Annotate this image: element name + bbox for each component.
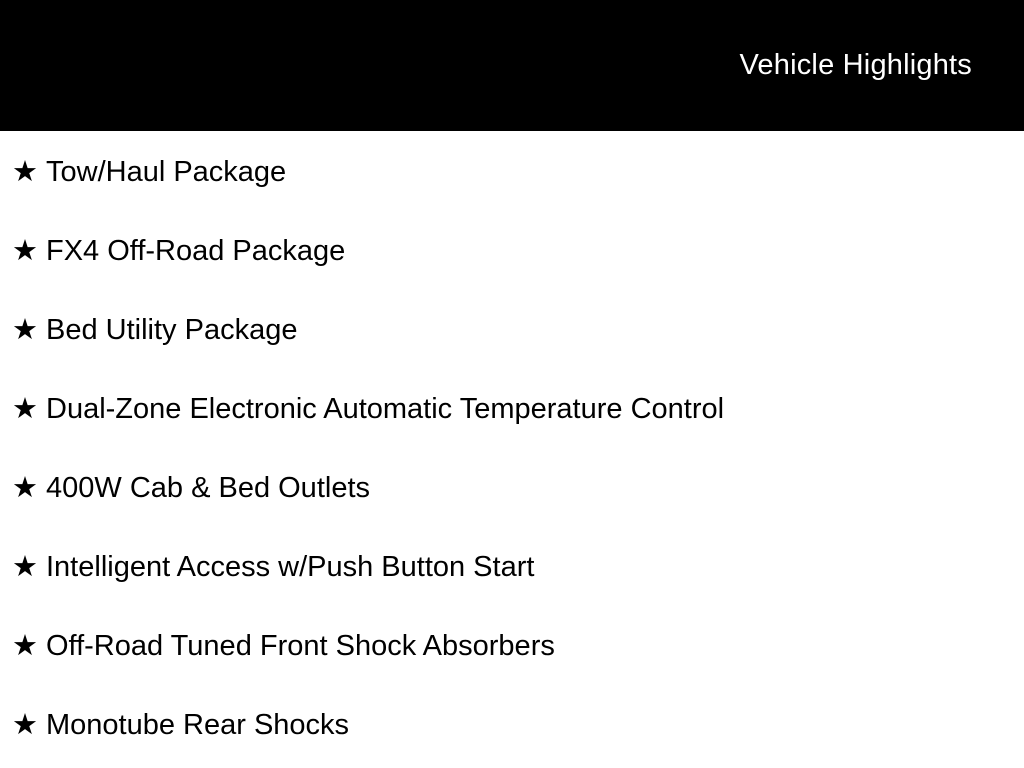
highlight-label: Intelligent Access w/Push Button Start — [46, 551, 535, 583]
list-item — [12, 291, 1024, 370]
highlight-label: Bed Utility Package — [46, 314, 298, 346]
page-title: Vehicle Highlights — [739, 49, 972, 81]
highlight-label: Off-Road Tuned Front Shock Absorbers — [46, 630, 555, 662]
star-bullet-icon: ★ — [12, 709, 38, 741]
star-bullet-icon: ★ — [12, 472, 38, 504]
star-bullet-icon: ★ — [12, 235, 38, 267]
star-bullet-icon: ★ — [12, 630, 38, 662]
list-item — [12, 212, 1024, 291]
star-bullet-icon: ★ — [12, 551, 38, 583]
highlight-label: 400W Cab & Bed Outlets — [46, 472, 370, 504]
list-item — [12, 607, 1024, 686]
highlight-label: Monotube Rear Shocks — [46, 709, 350, 741]
highlights-list — [0, 131, 1024, 765]
highlight-label: Dual-Zone Electronic Automatic Temperature Control — [46, 393, 725, 425]
list-item — [12, 133, 1024, 212]
list-item — [12, 449, 1024, 528]
highlight-label: Tow/Haul Package — [46, 156, 287, 188]
list-item — [12, 528, 1024, 607]
star-bullet-icon: ★ — [12, 314, 38, 346]
list-item — [12, 686, 1024, 765]
star-bullet-icon: ★ — [12, 393, 38, 425]
list-item — [12, 370, 1024, 449]
header-bar — [0, 0, 1024, 131]
star-bullet-icon: ★ — [12, 156, 38, 188]
highlight-label: FX4 Off-Road Package — [46, 235, 346, 267]
